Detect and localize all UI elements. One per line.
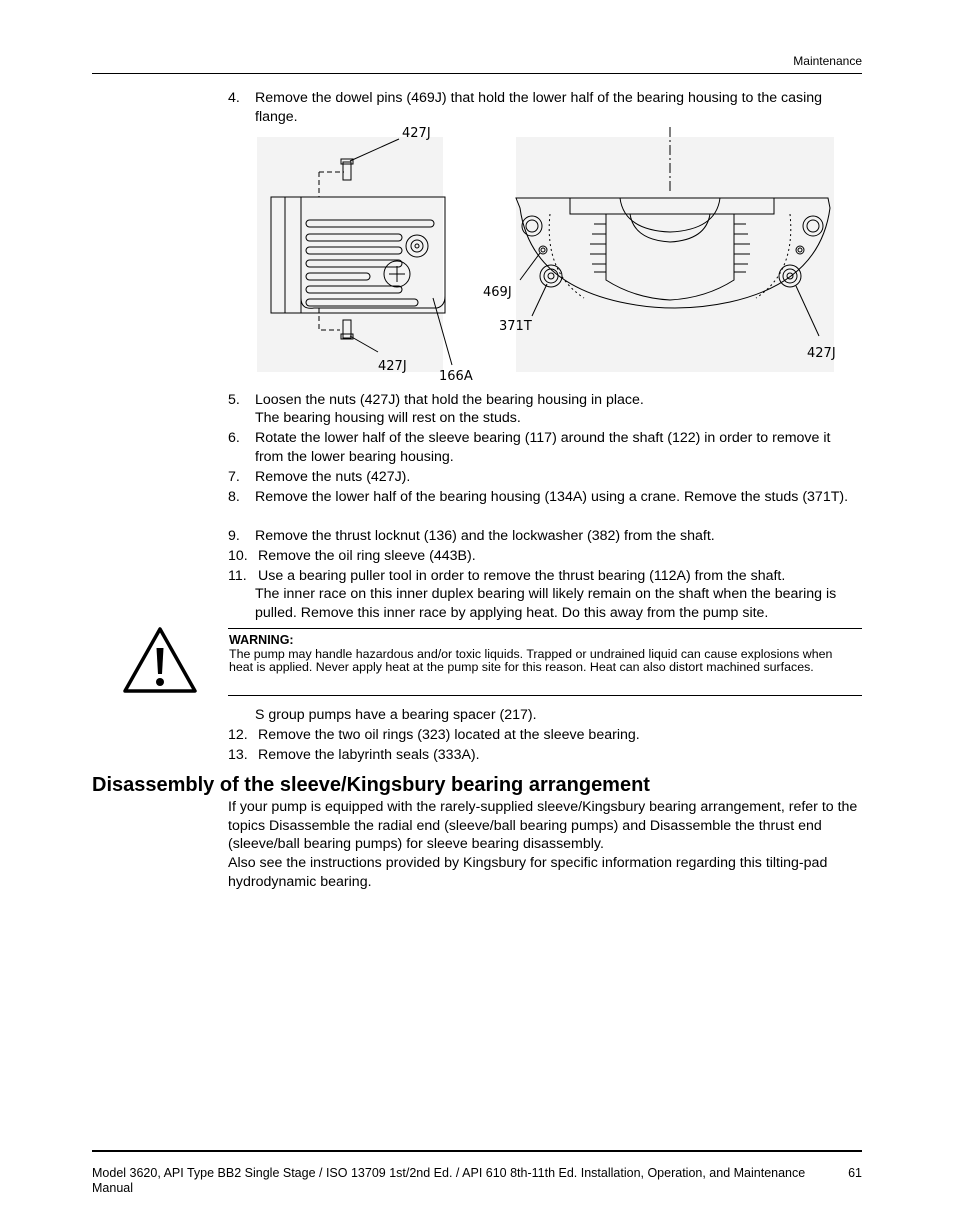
step-number: 4. xyxy=(228,90,240,106)
step-12 xyxy=(228,726,862,745)
step-11 xyxy=(228,567,862,586)
step-10 xyxy=(228,547,862,566)
step-4 xyxy=(228,89,862,126)
section-paragraph-1: If your pump is equipped with the rarely-supplied sleeve/Kingsbury bearing arrangement, refer to the topics Disassemble the radial end (sleeve/ball bearing pumps) and Disassemble the thrust end (sleeve/ball bearing pumps) for sleeve bearing disassembly. xyxy=(228,799,858,853)
warning-triangle-icon xyxy=(122,626,198,694)
step-9 xyxy=(228,527,862,546)
step-6 xyxy=(228,429,862,466)
step-number: 9. xyxy=(228,528,240,544)
warning-title: WARNING: xyxy=(229,633,294,647)
callout-469j: 469J xyxy=(483,285,512,300)
callout-371t: 371T xyxy=(499,319,532,334)
step-text: Remove the labyrinth seals (333A). xyxy=(258,747,480,763)
callout-166a: 166A xyxy=(439,369,473,384)
callout-427j-right: 427J xyxy=(807,346,836,361)
callout-427j-bottom: 427J xyxy=(378,359,407,374)
step-text: Use a bearing puller tool in order to remove the thrust bearing (112A) from the shaft. xyxy=(258,568,786,584)
warning-bottom-rule xyxy=(228,695,862,696)
step-number: 13. xyxy=(228,747,248,763)
bearing-housing-figure xyxy=(254,122,854,384)
header-rule xyxy=(92,73,862,74)
step-11-note: The inner race on this inner duplex bearing will likely remain on the shaft when the bearing is pulled. Remove this inner race by applying heat. Do this away from the pump site. xyxy=(255,586,837,621)
warning-body: The pump may handle hazardous and/or toxic liquids. Trapped or undrained liquid can cause explosions when heat is applied. Never apply heat at the pump site for this reason. Heat can also distort machined surfaces. xyxy=(229,647,833,675)
step-text: Rotate the lower half of the sleeve bearing (117) around the shaft (122) in order to remove it from the lower bearing housing. xyxy=(255,430,831,465)
running-header: Maintenance xyxy=(793,54,862,68)
step-number: 8. xyxy=(228,489,240,505)
page-number: 61 xyxy=(848,1166,862,1180)
step-number: 10. xyxy=(228,548,248,564)
step-5 xyxy=(228,391,862,410)
step-number: 6. xyxy=(228,430,240,446)
step-text: Remove the lower half of the bearing housing (134A) using a crane. Remove the studs (371T). xyxy=(255,489,849,505)
step-text: Remove the nuts (427J). xyxy=(255,469,411,485)
section-heading: Disassembly of the sleeve/Kingsbury bearing arrangement xyxy=(92,774,650,796)
step-text: Remove the dowel pins (469J) that hold the lower half of the bearing housing to the casing flange. xyxy=(255,90,823,125)
step-number: 12. xyxy=(228,727,248,743)
step-text: Loosen the nuts (427J) that hold the bearing housing in place. xyxy=(255,392,644,408)
footer-manual-title: Model 3620, API Type BB2 Single Stage / ISO 13709 1st/2nd Ed. / API 610 8th-11th Ed. Installation, Operation, and Maintenance Manual xyxy=(92,1166,806,1196)
warning-top-rule xyxy=(228,628,862,629)
step-13 xyxy=(228,746,862,765)
step-5-note: The bearing housing will rest on the studs. xyxy=(255,410,521,426)
section-paragraph-2: Also see the instructions provided by Kingsbury for specific information regarding this tilting-pad hydrodynamic bearing. xyxy=(228,855,828,890)
side-view-drawing xyxy=(257,137,452,372)
footer-rule xyxy=(92,1150,862,1152)
step-number: 5. xyxy=(228,392,240,408)
step-number: 7. xyxy=(228,469,240,485)
end-view-drawing xyxy=(516,127,834,372)
callout-427j-top: 427J xyxy=(402,126,431,141)
step-7 xyxy=(228,468,862,487)
spacer-note: S group pumps have a bearing spacer (217). xyxy=(255,707,537,723)
step-number: 11. xyxy=(228,568,247,584)
step-text: Remove the oil ring sleeve (443B). xyxy=(258,548,476,564)
step-text: Remove the thrust locknut (136) and the lockwasher (382) from the shaft. xyxy=(255,528,715,544)
step-text: Remove the two oil rings (323) located at the sleeve bearing. xyxy=(258,727,640,743)
step-8 xyxy=(228,488,862,507)
